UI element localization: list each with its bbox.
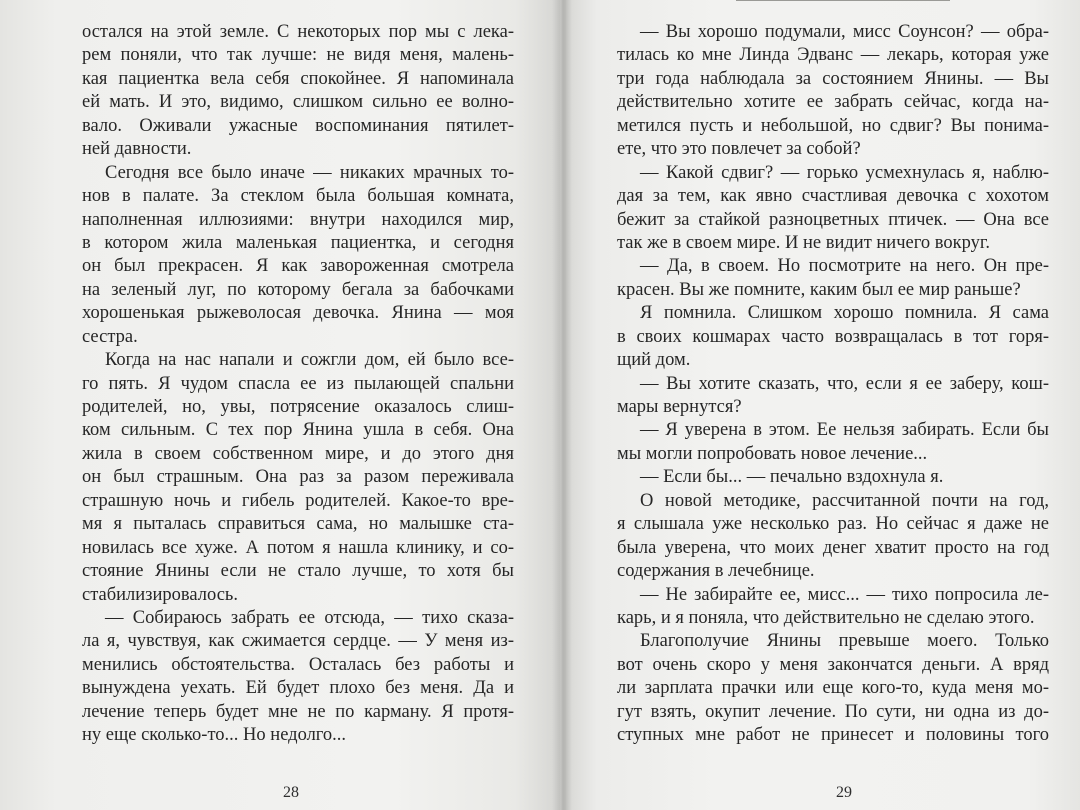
text-line: родителей, но, увы, потрясение оказалось слиш- bbox=[82, 397, 514, 417]
text-line: сестра. bbox=[82, 326, 138, 347]
text-line: рем поняли, что так лучше: не видя меня, малень- bbox=[82, 45, 514, 66]
text-line: кая пациентка вела себя спокойнее. Я напоминала bbox=[82, 68, 514, 89]
text-line: го пять. Я чудом спасла ее из пылающей спальни bbox=[82, 373, 514, 394]
text-line: Когда на нас напали и сожгли дом, ей было все- bbox=[105, 350, 514, 371]
text-line: — Не забирайте ее, мисс... — тихо попросила ле- bbox=[640, 584, 1049, 605]
right-page-number: 29 bbox=[836, 784, 852, 801]
text-line: — Вы хотите сказать, что, если я ее заберу, кош- bbox=[640, 373, 1049, 394]
text-line: мары вернутся? bbox=[617, 397, 742, 417]
text-line: ли зарплата прачки или еще кого-то, куда меня мо- bbox=[617, 678, 1049, 699]
text-line: в своих кошмарах часто возвращалась в тот горя- bbox=[617, 326, 1049, 347]
text-line: действительно хотите ее забрать сейчас, когда на- bbox=[617, 92, 1049, 113]
text-line: — Какой сдвиг? — горько усмехнулась я, наблю- bbox=[640, 162, 1049, 183]
text-line: ком сильным. С тех пор Янина ушла в себя. Она bbox=[82, 420, 514, 441]
page-edge-line bbox=[736, 0, 950, 1]
text-line: лечение теперь будет мне не по карману. Я протя- bbox=[82, 701, 514, 722]
text-line: остался на этой земле. С некоторых пор мы с лека- bbox=[82, 22, 514, 42]
text-line: Я помнила. Слишком хорошо помнила. Я сама bbox=[640, 303, 1049, 324]
text-line: гут взять, окупит лечение. По сути, ни одна из до- bbox=[617, 701, 1049, 722]
text-line: — Если бы... — печально вздохнула я. bbox=[640, 467, 944, 488]
text-line: вало. Оживали ужасные воспоминания пятилет- bbox=[82, 115, 514, 136]
text-line: ней давности. bbox=[82, 139, 192, 160]
text-line: была уверена, что моих денег хватит просто на год bbox=[617, 537, 1049, 558]
text-line: ете, что это повлечет за собой? bbox=[617, 139, 861, 160]
text-line: так же в своем мире. И не видит ничего вокруг. bbox=[617, 232, 990, 253]
text-line: страшную ночь и гибель родителей. Какое-то вре- bbox=[82, 490, 514, 511]
text-line: вот очень скоро у меня закончатся деньги. А вряд bbox=[617, 654, 1049, 675]
text-line: ступных мне работ не принесет и половины того bbox=[617, 725, 1049, 746]
text-line: он был прекрасен. Я как завороженная смотрела bbox=[82, 256, 514, 277]
text-line: дая за тем, как явно счастливая девочка с хохотом bbox=[617, 186, 1049, 207]
text-line: ла я, чувствуя, как сжимается сердце. — У меня из- bbox=[82, 631, 514, 652]
text-line: карь, и я поняла, что действительно не сделаю этого. bbox=[617, 607, 1035, 628]
text-line: я слышала уже несколько раз. Но сейчас я даже не bbox=[617, 514, 1049, 535]
left-page-text bbox=[82, 21, 514, 748]
text-line: новилась все хуже. А потом я нашла клинику, и со- bbox=[82, 537, 514, 558]
text-line: красен. Вы же помните, каким был ее мир раньше? bbox=[617, 279, 1021, 300]
text-line: ну еще сколько-то... Но недолго... bbox=[82, 725, 347, 746]
right-page-text bbox=[617, 21, 1049, 748]
text-line: хорошенькая рыжеволосая девочка. Янина — моя bbox=[82, 303, 514, 324]
text-line: мя я пыталась справиться сама, но малышке ста- bbox=[82, 514, 514, 535]
text-line: менились обстоятельства. Осталась без работы и bbox=[82, 654, 514, 675]
text-line: тилась ко мне Линда Эдванс — лекарь, которая уже bbox=[617, 45, 1049, 66]
text-line: жила в своем собственном мире, и до этого дня bbox=[82, 443, 514, 464]
text-line: Благополучие Янины превыше моего. Только bbox=[640, 631, 1049, 652]
text-line: ей мать. И это, видимо, слишком сильно ее волно- bbox=[82, 92, 514, 113]
text-line: вынуждена уехать. Ей будет плохо без меня. Да и bbox=[82, 678, 514, 699]
text-line: он был страшным. Она раз за разом переживала bbox=[82, 467, 514, 488]
text-line: бежит за стайкой разноцветных птичек. — Она все bbox=[617, 209, 1049, 230]
text-line: — Собираюсь забрать ее отсюда, — тихо сказа- bbox=[105, 607, 514, 628]
text-line: содержания в лечебнице. bbox=[617, 561, 815, 582]
text-line: нов в палате. За стеклом была большая комната, bbox=[82, 186, 514, 207]
text-line: стабилизировалось. bbox=[82, 584, 238, 605]
text-line: — Да, в своем. Но посмотрите на него. Он пре- bbox=[640, 256, 1049, 277]
text-line: три года наблюдала за состоянием Янины. — Вы bbox=[617, 68, 1049, 89]
book-gutter bbox=[552, 0, 572, 810]
left-page-number: 28 bbox=[283, 784, 299, 801]
text-line: — Вы хорошо подумали, мисс Соунсон? — обра- bbox=[640, 22, 1049, 42]
text-line: наполненная иллюзиями: внутри находился мир, bbox=[82, 209, 514, 230]
text-line: стояние Янины если не стало лучше, то хотя бы bbox=[82, 561, 514, 582]
text-line: Сегодня все было иначе — никаких мрачных то- bbox=[105, 162, 514, 183]
text-line: на зеленый луг, по которому бегала за бабочками bbox=[82, 279, 514, 300]
text-line: в котором жила маленькая пациентка, и сегодня bbox=[82, 232, 514, 253]
text-line: — Я уверена в этом. Ее нельзя забирать. Если бы bbox=[640, 420, 1049, 441]
text-line: мы могли попробовать новое лечение... bbox=[617, 443, 928, 464]
text-line: О новой методике, рассчитанной почти на год, bbox=[640, 490, 1049, 511]
text-line: метился пусть и небольшой, но сдвиг? Вы понима- bbox=[617, 115, 1049, 136]
text-line: щий дом. bbox=[617, 350, 691, 371]
